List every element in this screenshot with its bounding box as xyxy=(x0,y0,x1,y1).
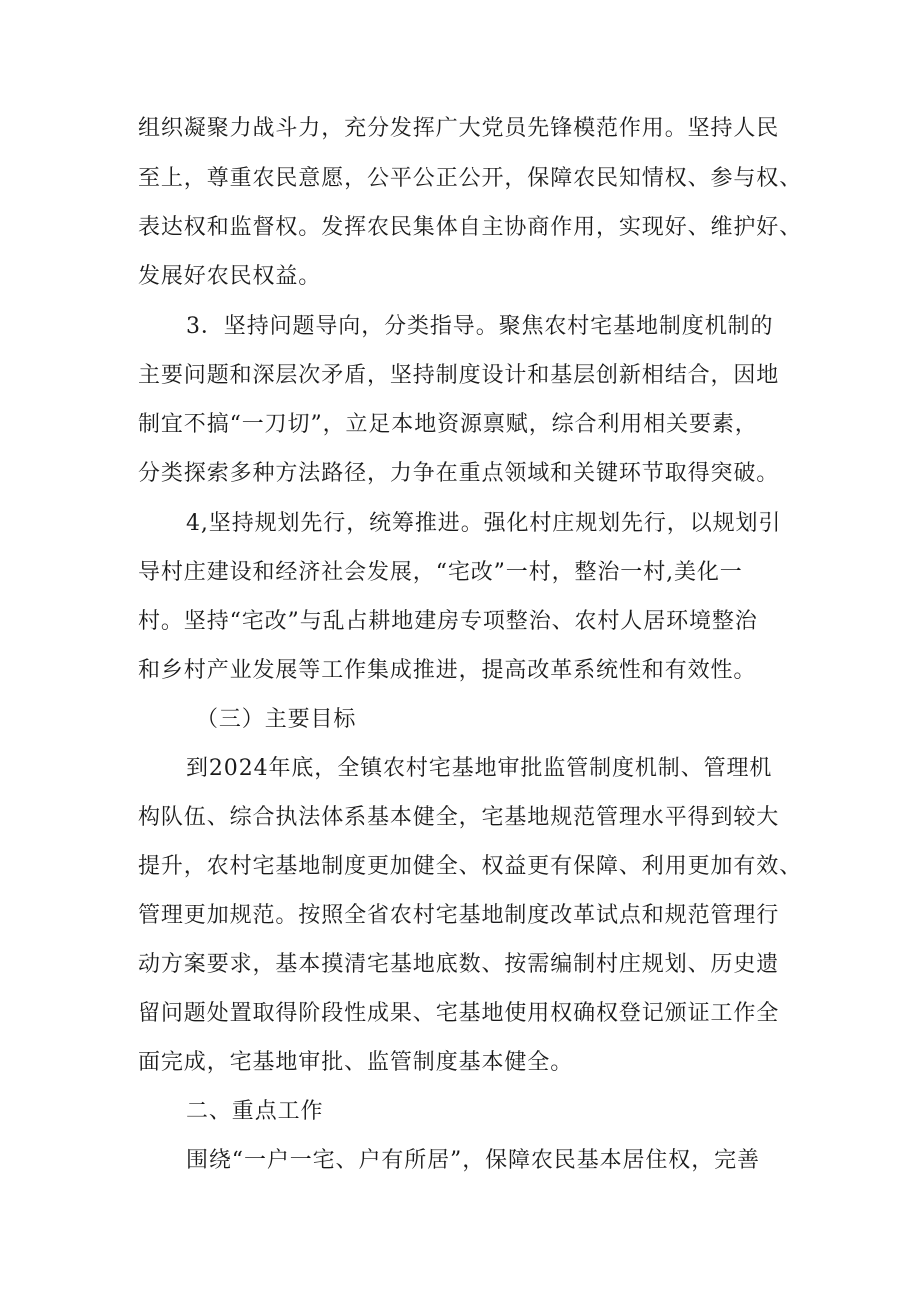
text-line: 制宜不搞“一刀切”，立足本地资源禀赋，综合利用相关要素， xyxy=(138,412,758,437)
section-heading: （三）主要目标 xyxy=(196,707,357,732)
section-heading: 二、重点工作 xyxy=(186,1099,324,1124)
text-line: 发展好农民权益。 xyxy=(138,264,322,289)
text-line: 面完成，宅基地审批、监管制度基本健全。 xyxy=(138,1050,574,1075)
text-line: 提升，农村宅基地制度更加健全、权益更有保障、利用更加有效、 xyxy=(138,854,803,879)
text-line: 构队伍、综合执法体系基本健全，宅基地规范管理水平得到较大 xyxy=(138,805,780,830)
text-line: 村。坚持“宅改”与乱占耕地建房专项整治、农村人居环境整治 xyxy=(138,609,758,634)
text-line: 和乡村产业发展等工作集成推进，提高改革系统性和有效性。 xyxy=(138,658,757,683)
text-line: 至上，尊重农民意愿，公平公正公开，保障农民知情权、参与权、 xyxy=(138,166,803,191)
text-line: 管理更加规范。按照全省农村宅基地制度改革试点和规范管理行 xyxy=(138,903,780,928)
text-line: 3．坚持问题导向，分类指导。聚焦农村宅基地制度机制的 xyxy=(186,314,774,339)
text-line: 导村庄建设和经济社会发展，“宅改”一村，整治一村,美化一 xyxy=(138,560,743,585)
text-line: 分类探索多种方法路径，力争在重点领域和关键环节取得突破。 xyxy=(138,461,780,486)
text-line: 组织凝聚力战斗力，充分发挥广大党员先锋模范作用。坚持人民 xyxy=(138,116,780,141)
text-line: 主要问题和深层次矛盾，坚持制度设计和基层创新相结合，因地 xyxy=(138,363,780,388)
text-line: 围绕“一户一宅、户有所居”，保障农民基本居住权，完善 xyxy=(186,1148,760,1173)
text-line: 4,坚持规划先行，统筹推进。强化村庄规划先行，以规划引 xyxy=(186,511,782,536)
text-line: 动方案要求，基本摸清宅基地底数、按需编制村庄规划、历史遗 xyxy=(138,952,780,977)
text-line: 留问题处置取得阶段性成果、宅基地使用权确权登记颁证工作全 xyxy=(138,1001,780,1026)
text-line: 表达权和监督权。发挥农民集体自主协商作用，实现好、维护好、 xyxy=(138,215,803,240)
text-line: 到2024年底，全镇农村宅基地审批监管制度机制、管理机 xyxy=(186,756,773,781)
